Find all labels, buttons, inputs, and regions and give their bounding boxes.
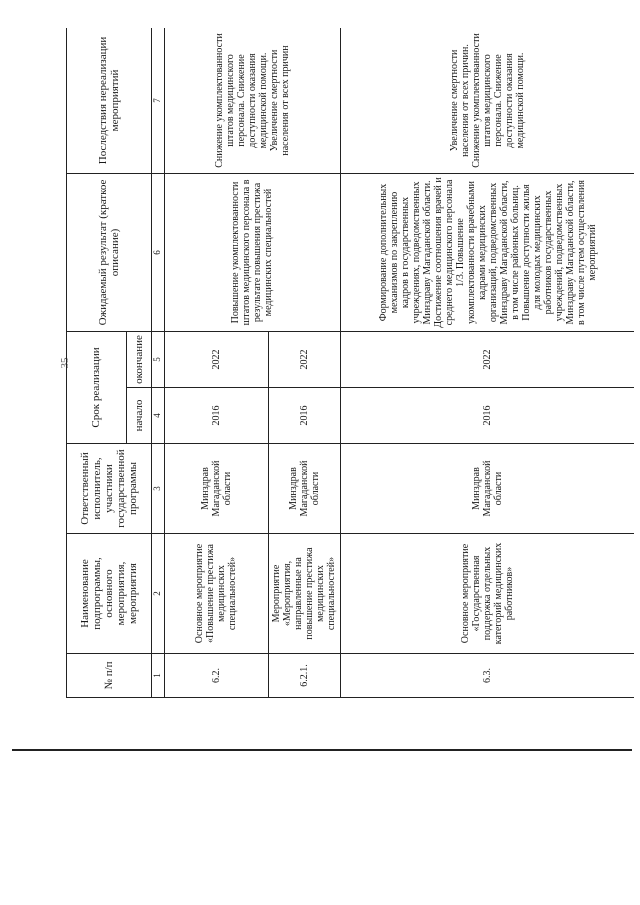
row-result: Повышение укомплектованности штатов медицинского персонала в результате повышения престижа медицинских специальностей bbox=[164, 173, 340, 331]
row-end: 2022 bbox=[268, 331, 340, 387]
column-number: 2 bbox=[152, 534, 165, 654]
row-start: 2016 bbox=[340, 388, 634, 444]
table-row bbox=[164, 28, 268, 698]
row-num: 6.3. bbox=[340, 654, 634, 698]
row-name: Мероприятие «Мероприятия, направленные на повышение престижа медицинских специальностей» bbox=[268, 534, 340, 654]
column-number: 3 bbox=[152, 444, 165, 534]
row-responsible: Минздрав Магаданской области bbox=[268, 444, 340, 534]
row-num: 6.2. bbox=[164, 654, 268, 698]
header-row-1 bbox=[67, 28, 127, 698]
header-term: Срок реализации bbox=[67, 331, 127, 443]
row-name: Основное мероприятие «Государственная поддержка отдельных категорий медицинских работников» bbox=[340, 534, 634, 654]
rotated-content bbox=[66, 28, 634, 698]
row-consequences: Снижение укомплектованности штатов медицинского персонала. Снижение доступности оказания медицинской помощи. Увеличение смертности населения от всех причин bbox=[164, 28, 340, 173]
row-end: 2022 bbox=[164, 331, 268, 387]
row-start: 2016 bbox=[268, 388, 340, 444]
row-result: Формирование дополнительных механизмов по закреплению кадров в государственных учреждениях, подведомственных Минздраву Магаданской области. Достижение соотношения врачей и среднего медицинского персонала 1/3. Повышение укомплектованности врачебными кадрами медицинских организаций, подведомственных Минздраву Магаданской области, в том числе районных больниц. Повышение доступности жилья для молодых медицинских работников государственных учреждений, подведомственных Минздраву Магаданской области, в том числе путем осуществления мероприятий bbox=[340, 173, 634, 331]
rotated-table-area bbox=[66, 28, 634, 698]
page-divider bbox=[12, 749, 632, 751]
program-table bbox=[66, 28, 634, 698]
header-name: Наименование подпрограммы, основного мероприятия, мероприятия bbox=[67, 534, 152, 654]
row-end: 2022 bbox=[340, 331, 634, 387]
header-consequences: Последствия нереализации мероприятий bbox=[67, 28, 152, 173]
column-number: 6 bbox=[152, 173, 165, 331]
header-result: Ожидаемый результат (краткое описание) bbox=[67, 173, 152, 331]
column-number: 5 bbox=[152, 331, 165, 387]
row-start: 2016 bbox=[164, 388, 268, 444]
column-number: 4 bbox=[152, 388, 165, 444]
column-number: 1 bbox=[152, 654, 165, 698]
column-numbers-row bbox=[152, 28, 165, 698]
row-responsible: Минздрав Магаданской области bbox=[340, 444, 634, 534]
row-responsible: Минздрав Магаданской области bbox=[164, 444, 268, 534]
row-num: 6.2.1. bbox=[268, 654, 340, 698]
page-number: 35 bbox=[59, 357, 71, 369]
header-responsible: Ответственный исполнитель, участники государственной программы bbox=[67, 444, 152, 534]
header-start: начало bbox=[127, 388, 152, 444]
table-row bbox=[340, 28, 634, 698]
row-name: Основное мероприятие «Повышение престижа медицинских специальностей» bbox=[164, 534, 268, 654]
row-consequences: Увеличение смертности населения от всех причин. Снижение укомплектованности штатов медицинского персонала. Снижение доступности оказания медицинской помощи. bbox=[340, 28, 634, 173]
header-end: окончание bbox=[127, 331, 152, 387]
column-number: 7 bbox=[152, 28, 165, 173]
header-num: № п/п bbox=[67, 654, 152, 698]
